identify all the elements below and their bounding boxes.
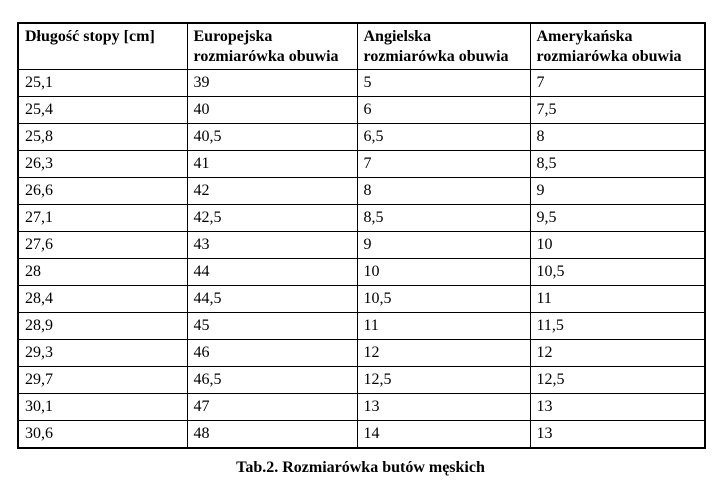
table-cell: 11,5 bbox=[530, 313, 705, 340]
table-row bbox=[18, 286, 705, 313]
table-cell: 42,5 bbox=[187, 205, 357, 232]
table-cell: 8 bbox=[530, 124, 705, 151]
table-cell: 28 bbox=[18, 259, 187, 286]
table-cell: 7 bbox=[530, 70, 705, 97]
table-cell: 29,3 bbox=[18, 340, 187, 367]
table-cell: 44 bbox=[187, 259, 357, 286]
table-cell: 45 bbox=[187, 313, 357, 340]
table-cell: 13 bbox=[530, 394, 705, 421]
table-cell: 14 bbox=[357, 421, 530, 449]
table-cell: 30,1 bbox=[18, 394, 187, 421]
table-cell: 44,5 bbox=[187, 286, 357, 313]
table-cell: 28,4 bbox=[18, 286, 187, 313]
table-cell: 42 bbox=[187, 178, 357, 205]
table-row bbox=[18, 124, 705, 151]
table-row bbox=[18, 259, 705, 286]
table-cell: 13 bbox=[357, 394, 530, 421]
table-cell: 8,5 bbox=[530, 151, 705, 178]
table-cell: 9 bbox=[530, 178, 705, 205]
table-row bbox=[18, 97, 705, 124]
table-cell: 25,1 bbox=[18, 70, 187, 97]
header-cell-2: Angielska rozmiarówka obuwia bbox=[357, 23, 530, 70]
table-header bbox=[18, 23, 705, 70]
table-cell: 9 bbox=[357, 232, 530, 259]
table-row bbox=[18, 340, 705, 367]
header-row bbox=[18, 23, 705, 70]
table-cell: 12 bbox=[530, 340, 705, 367]
table-row bbox=[18, 151, 705, 178]
table-cell: 12,5 bbox=[530, 367, 705, 394]
table-cell: 10 bbox=[357, 259, 530, 286]
table-row bbox=[18, 178, 705, 205]
table-body bbox=[18, 70, 705, 449]
table-cell: 29,7 bbox=[18, 367, 187, 394]
table-cell: 10,5 bbox=[530, 259, 705, 286]
table-cell: 7 bbox=[357, 151, 530, 178]
table-cell: 13 bbox=[530, 421, 705, 449]
table-cell: 26,3 bbox=[18, 151, 187, 178]
table-cell: 6 bbox=[357, 97, 530, 124]
table-cell: 25,4 bbox=[18, 97, 187, 124]
table-cell: 46 bbox=[187, 340, 357, 367]
table-cell: 40,5 bbox=[187, 124, 357, 151]
table-row bbox=[18, 367, 705, 394]
table-cell: 8,5 bbox=[357, 205, 530, 232]
header-cell-3: Amerykańska rozmiarówka obuwia bbox=[530, 23, 705, 70]
table-row bbox=[18, 232, 705, 259]
table-cell: 10,5 bbox=[357, 286, 530, 313]
table-cell: 46,5 bbox=[187, 367, 357, 394]
table-caption: Tab.2. Rozmiarówka butów męskich bbox=[236, 459, 485, 476]
table-cell: 47 bbox=[187, 394, 357, 421]
table-cell: 40 bbox=[187, 97, 357, 124]
table-cell: 12 bbox=[357, 340, 530, 367]
table-row bbox=[18, 70, 705, 97]
table-cell: 8 bbox=[357, 178, 530, 205]
table-cell: 27,1 bbox=[18, 205, 187, 232]
table-cell: 6,5 bbox=[357, 124, 530, 151]
table-cell: 25,8 bbox=[18, 124, 187, 151]
table-cell: 27,6 bbox=[18, 232, 187, 259]
table-cell: 30,6 bbox=[18, 421, 187, 449]
table-cell: 5 bbox=[357, 70, 530, 97]
table-cell: 10 bbox=[530, 232, 705, 259]
table-cell: 26,6 bbox=[18, 178, 187, 205]
table-row bbox=[18, 394, 705, 421]
table-cell: 43 bbox=[187, 232, 357, 259]
shoe-size-table bbox=[17, 22, 706, 449]
table-row bbox=[18, 421, 705, 449]
table-cell: 11 bbox=[530, 286, 705, 313]
table-row bbox=[18, 205, 705, 232]
table-cell: 28,9 bbox=[18, 313, 187, 340]
table-cell: 39 bbox=[187, 70, 357, 97]
header-cell-0: Długość stopy [cm] bbox=[18, 23, 187, 70]
table-cell: 7,5 bbox=[530, 97, 705, 124]
table-cell: 9,5 bbox=[530, 205, 705, 232]
table-cell: 41 bbox=[187, 151, 357, 178]
table-cell: 11 bbox=[357, 313, 530, 340]
header-cell-1: Europejska rozmiarówka obuwia bbox=[187, 23, 357, 70]
table-cell: 48 bbox=[187, 421, 357, 449]
table-cell: 12,5 bbox=[357, 367, 530, 394]
table-row bbox=[18, 313, 705, 340]
